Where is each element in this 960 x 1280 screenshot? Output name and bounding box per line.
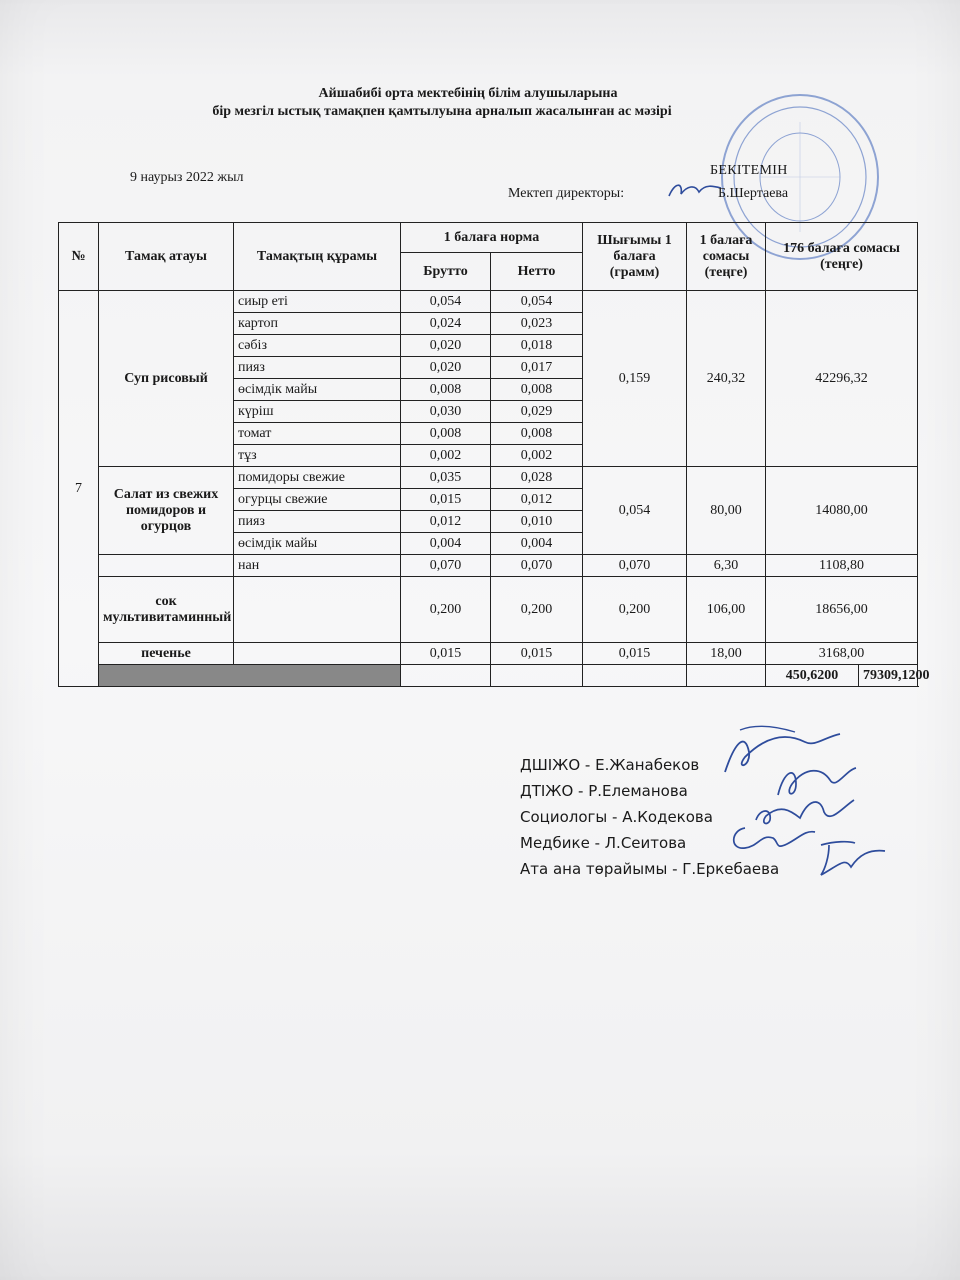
day-number: 7: [59, 291, 99, 687]
signatory-line: ДШІЖО - Е.Жанабеков: [520, 756, 700, 774]
document-title-line2: бір мезгіл ыстық тамақпен қамтылуына арналып жасалынған ас мәзірі: [212, 104, 672, 119]
header-num: №: [59, 223, 99, 291]
netto-value: 0,029: [491, 401, 583, 423]
ingredient-name: пияз: [234, 511, 401, 533]
salad-cost176: 14080,00: [766, 467, 918, 555]
brutto-value: 0,008: [401, 423, 491, 445]
empty-cell: [687, 665, 766, 687]
brutto-value: 0,200: [401, 577, 491, 643]
document-date: 9 наурыз 2022 жыл: [130, 170, 244, 185]
ingredient-name: пияз: [234, 357, 401, 379]
netto-value: 0,054: [491, 291, 583, 313]
brutto-value: 0,015: [401, 643, 491, 665]
netto-value: 0,010: [491, 511, 583, 533]
header-norm: 1 балаға норма: [401, 223, 583, 253]
total-cost176: 79309,1200: [859, 665, 918, 687]
menu-table: [58, 222, 930, 687]
empty-cell: [99, 555, 234, 577]
director-name: Б.Шертаева: [718, 186, 789, 201]
brutto-value: 0,008: [401, 379, 491, 401]
netto-value: 0,200: [491, 577, 583, 643]
empty-cell: [234, 577, 401, 643]
juice-cost176: 18656,00: [766, 577, 918, 643]
bread-output: 0,070: [583, 555, 687, 577]
netto-value: 0,017: [491, 357, 583, 379]
cookie-cost1: 18,00: [687, 643, 766, 665]
ingredient-name: күріш: [234, 401, 401, 423]
brutto-value: 0,054: [401, 291, 491, 313]
signature-erkebaeva: [815, 835, 890, 880]
ingredient-name: сәбіз: [234, 335, 401, 357]
signatory-line: Медбике - Л.Сеитова: [520, 834, 687, 852]
signatory-line: ДТІЖО - Р.Елеманова: [520, 782, 688, 800]
brutto-value: 0,070: [401, 555, 491, 577]
empty-cell: [491, 665, 583, 687]
soup-output: 0,159: [583, 291, 687, 467]
signatory-line: Социологы - А.Кодекова: [520, 808, 713, 826]
dish-name-juice: сок мультивитаминный: [99, 577, 234, 643]
salad-cost1: 80,00: [687, 467, 766, 555]
header-dish: Тамақ атауы: [99, 223, 234, 291]
juice-cost1: 106,00: [687, 577, 766, 643]
approve-label: БЕКІТЕМІН: [710, 163, 788, 178]
netto-value: 0,008: [491, 423, 583, 445]
dish-name-soup: Суп рисовый: [99, 291, 234, 467]
soup-cost1: 240,32: [687, 291, 766, 467]
document-title-line1: Айшабибі орта мектебінің білім алушыларына: [318, 86, 618, 101]
dish-name-cookie: печенье: [99, 643, 234, 665]
ingredient-name: картоп: [234, 313, 401, 335]
netto-value: 0,070: [491, 555, 583, 577]
salad-output: 0,054: [583, 467, 687, 555]
ingredient-name: өсімдік майы: [234, 533, 401, 555]
brutto-value: 0,030: [401, 401, 491, 423]
brutto-value: 0,002: [401, 445, 491, 467]
brutto-value: 0,020: [401, 335, 491, 357]
ingredient-name: томат: [234, 423, 401, 445]
netto-value: 0,008: [491, 379, 583, 401]
ingredient-name: нан: [234, 555, 401, 577]
ingredient-name: тұз: [234, 445, 401, 467]
header-brutto: Брутто: [401, 253, 491, 291]
header-output: Шығымы 1 балаға (грамм): [583, 223, 687, 291]
ingredient-name: помидоры свежие: [234, 467, 401, 489]
brutto-value: 0,004: [401, 533, 491, 555]
cookie-cost176: 3168,00: [766, 643, 918, 665]
empty-cell: [583, 665, 687, 687]
netto-value: 0,018: [491, 335, 583, 357]
netto-value: 0,023: [491, 313, 583, 335]
brutto-value: 0,015: [401, 489, 491, 511]
ingredient-name: өсімдік майы: [234, 379, 401, 401]
empty-cell: [401, 665, 491, 687]
header-netto: Нетто: [491, 253, 583, 291]
total-label-cell: [99, 665, 401, 687]
brutto-value: 0,035: [401, 467, 491, 489]
dish-name-salad: Салат из свежих помидоров и огурцов: [99, 467, 234, 555]
netto-value: 0,004: [491, 533, 583, 555]
juice-output: 0,200: [583, 577, 687, 643]
netto-value: 0,028: [491, 467, 583, 489]
director-label: Мектеп директоры:: [508, 186, 625, 201]
header-cost1: 1 балаға сомасы (теңге): [687, 223, 766, 291]
signatory-line: Ата ана төрайымы - Г.Еркебаева: [520, 860, 780, 878]
header-composition: Тамақтың құрамы: [234, 223, 401, 291]
ingredient-name: огурцы свежие: [234, 489, 401, 511]
director-signature: [665, 178, 725, 204]
cookie-output: 0,015: [583, 643, 687, 665]
ingredient-name: сиыр еті: [234, 291, 401, 313]
total-cost1: 450,6200: [766, 665, 859, 687]
brutto-value: 0,012: [401, 511, 491, 533]
netto-value: 0,012: [491, 489, 583, 511]
signature-seitova: [725, 818, 820, 858]
bread-cost176: 1108,80: [766, 555, 918, 577]
netto-value: 0,002: [491, 445, 583, 467]
soup-cost176: 42296,32: [766, 291, 918, 467]
empty-cell: [234, 643, 401, 665]
netto-value: 0,015: [491, 643, 583, 665]
bread-cost1: 6,30: [687, 555, 766, 577]
brutto-value: 0,024: [401, 313, 491, 335]
header-cost176: 176 балаға сомасы (теңге): [766, 223, 918, 291]
brutto-value: 0,020: [401, 357, 491, 379]
